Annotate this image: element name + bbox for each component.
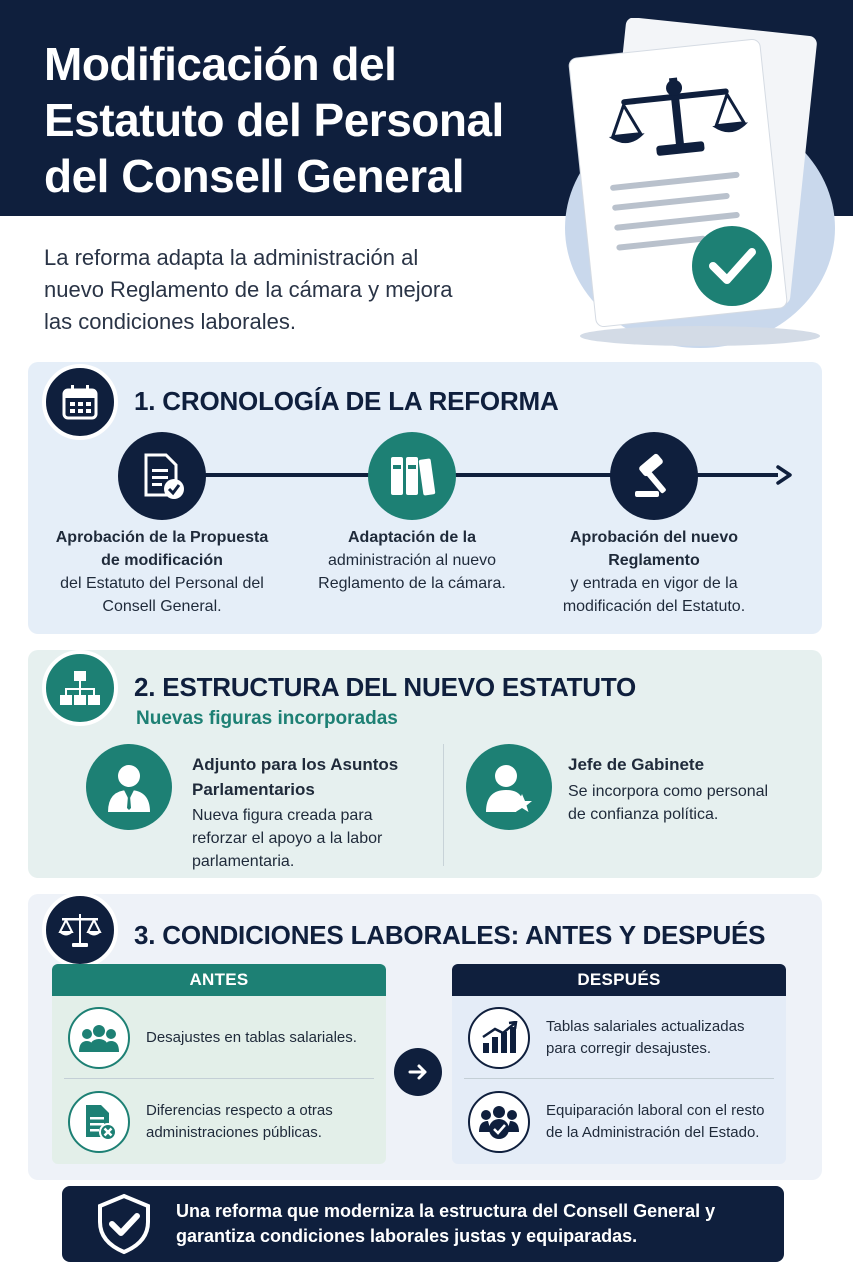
timeline-step-3: Aprobación del nuevo Reglamento y entrada en vigor de la modificación del Estatuto. [562, 529, 746, 615]
divider [443, 744, 444, 866]
structure-section [28, 650, 822, 878]
scales-icon [42, 892, 118, 968]
footer-banner [62, 1186, 784, 1262]
conditions-section [28, 894, 822, 1180]
document-scales-check-icon [530, 18, 840, 348]
document-check-icon [118, 432, 206, 520]
figure-description: Nueva figura creada para reforzar el apoyo a la labor parlamentaria. [192, 807, 383, 870]
list-item: Desajustes en tablas salariales. [52, 996, 386, 1080]
gavel-icon [610, 432, 698, 520]
person-star-icon [466, 744, 552, 830]
page-subtitle: La reforma adapta la administración al nuevo Reglamento de la cámara y mejora las condiciones laborales. [44, 245, 453, 334]
before-panel [52, 964, 386, 1164]
shield-check-icon [92, 1192, 156, 1256]
section-title: 2. ESTRUCTURA DEL NUEVO ESTATUTO [134, 672, 637, 702]
group-check-icon [468, 1091, 530, 1153]
person-suit-icon [86, 744, 172, 830]
divider [64, 1078, 374, 1079]
figure-title: Jefe de Gabinete [568, 755, 705, 774]
page-title: Modificación del Estatuto del Personal del Consell General [44, 38, 504, 202]
timeline-section [28, 362, 822, 634]
list-item: Diferencias respecto a otras administraciones públicas. [52, 1080, 386, 1164]
after-label: DESPUÉS [452, 964, 786, 996]
org-chart-icon [42, 650, 118, 726]
calendar-icon [42, 364, 118, 440]
before-label: ANTES [52, 964, 386, 996]
arrow-right-icon [394, 1048, 442, 1096]
section-title: 3. CONDICIONES LABORALES: ANTES Y DESPUÉS [134, 920, 766, 950]
after-panel [452, 964, 786, 1164]
binders-icon [368, 432, 456, 520]
timeline-step-2: Adaptación de la administración al nuevo Reglamento de la cámara. [318, 529, 506, 592]
figure-title: Adjunto para los Asuntos Parlamentarios [192, 755, 399, 799]
list-item: Tablas salariales actualizadas para corregir desajustes. [452, 996, 786, 1080]
timeline-step-1: Aprobación de la Propuesta de modificación del Estatuto del Personal del Consell General. [55, 529, 269, 615]
section-title: 1. CRONOLOGÍA DE LA REFORMA [134, 386, 559, 416]
section-subtitle: Nuevas figuras incorporadas [136, 708, 398, 729]
bar-chart-up-icon [468, 1007, 530, 1069]
footer-text: Una reforma que moderniza la estructura del Consell General y garantiza condiciones laborales justas y equiparadas. [176, 1201, 716, 1246]
figure-description: Se incorpora como personal de confianza política. [568, 783, 769, 823]
document-x-icon [68, 1091, 130, 1153]
divider [464, 1078, 774, 1079]
arrow-right-icon [774, 465, 794, 485]
list-item: Equiparación laboral con el resto de la Administración del Estado. [452, 1080, 786, 1164]
group-icon [68, 1007, 130, 1069]
